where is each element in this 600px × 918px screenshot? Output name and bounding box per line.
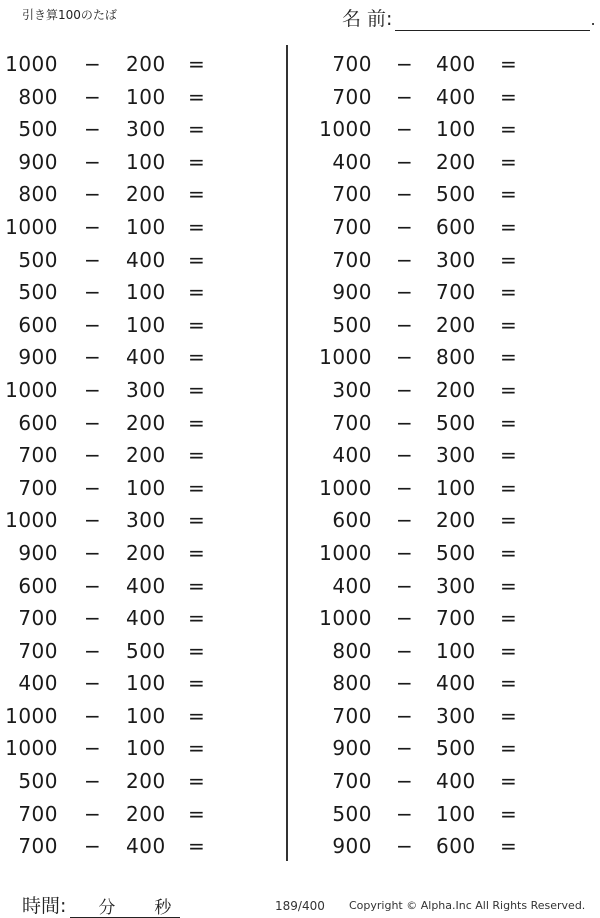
- minuend: 1000: [5, 377, 58, 402]
- subtrahend: 200: [436, 149, 476, 174]
- subtrahend: 100: [126, 703, 166, 728]
- subtrahend: 500: [436, 182, 476, 207]
- minuend: 1000: [5, 703, 58, 728]
- equals-sign: =: [188, 638, 206, 663]
- subtrahend: 400: [436, 769, 476, 794]
- minuend: 800: [18, 182, 58, 207]
- equals-sign: =: [500, 769, 518, 794]
- equals-sign: =: [188, 410, 206, 435]
- subtrahend: 100: [126, 312, 166, 337]
- minus-sign: −: [396, 214, 414, 239]
- equals-sign: =: [188, 214, 206, 239]
- minuend: 500: [18, 280, 58, 305]
- minuend: 1000: [319, 475, 372, 500]
- minuend: 800: [332, 638, 372, 663]
- minuend: 700: [18, 834, 58, 859]
- equals-sign: =: [188, 280, 206, 305]
- equals-sign: =: [188, 508, 206, 533]
- minuend: 700: [332, 703, 372, 728]
- minuend: 1000: [319, 117, 372, 142]
- subtrahend: 200: [126, 769, 166, 794]
- minus-sign: −: [396, 801, 414, 826]
- equals-sign: =: [188, 540, 206, 565]
- equals-sign: =: [500, 443, 518, 468]
- subtrahend: 500: [436, 540, 476, 565]
- equals-sign: =: [188, 182, 206, 207]
- equals-sign: =: [500, 703, 518, 728]
- subtrahend: 100: [436, 475, 476, 500]
- equals-sign: =: [188, 52, 206, 76]
- minus-sign: −: [396, 280, 414, 305]
- equals-sign: =: [500, 801, 518, 826]
- subtrahend: 500: [436, 410, 476, 435]
- equals-sign: =: [500, 736, 518, 761]
- minus-sign: −: [396, 247, 414, 272]
- minus-sign: −: [84, 443, 102, 468]
- minuend: 600: [18, 312, 58, 337]
- equals-sign: =: [500, 312, 518, 337]
- equals-sign: =: [188, 247, 206, 272]
- minus-sign: −: [84, 508, 102, 533]
- minuend: 1000: [5, 736, 58, 761]
- equals-sign: =: [188, 769, 206, 794]
- minuend: 1000: [319, 345, 372, 370]
- subtrahend: 300: [436, 703, 476, 728]
- minuend: 700: [332, 84, 372, 109]
- minuend: 800: [18, 84, 58, 109]
- copyright-notice: Copyright © Alpha.Inc All Rights Reserved.: [349, 899, 586, 912]
- minuend: 900: [332, 834, 372, 859]
- equals-sign: =: [500, 247, 518, 272]
- minuend: 500: [332, 312, 372, 337]
- page-number: 189/400: [275, 899, 325, 913]
- minus-sign: −: [84, 345, 102, 370]
- minuend: 700: [332, 214, 372, 239]
- minuend: 600: [332, 508, 372, 533]
- subtrahend: 200: [436, 377, 476, 402]
- equals-sign: =: [500, 638, 518, 663]
- equals-sign: =: [500, 149, 518, 174]
- subtrahend: 300: [126, 508, 166, 533]
- minus-sign: −: [396, 149, 414, 174]
- minus-sign: −: [84, 52, 102, 76]
- minus-sign: −: [396, 182, 414, 207]
- subtrahend: 400: [126, 834, 166, 859]
- minuend: 900: [18, 345, 58, 370]
- minuend: 700: [332, 247, 372, 272]
- minuend: 700: [18, 801, 58, 826]
- subtrahend: 400: [126, 606, 166, 631]
- minuend: 700: [332, 410, 372, 435]
- subtrahend: 200: [126, 443, 166, 468]
- minus-sign: −: [84, 312, 102, 337]
- minus-sign: −: [396, 769, 414, 794]
- subtrahend: 400: [126, 573, 166, 598]
- name-label: 名 前:: [342, 8, 393, 30]
- name-field: [342, 4, 596, 31]
- subtrahend: 400: [436, 671, 476, 696]
- minuend: 1000: [5, 52, 58, 76]
- minus-sign: −: [84, 638, 102, 663]
- equals-sign: =: [500, 475, 518, 500]
- equals-sign: =: [500, 280, 518, 305]
- seconds-label: 秒: [154, 898, 172, 918]
- subtrahend: 600: [436, 834, 476, 859]
- subtrahend: 400: [126, 345, 166, 370]
- equals-sign: =: [500, 573, 518, 598]
- subtrahend: 100: [126, 736, 166, 761]
- equals-sign: =: [188, 345, 206, 370]
- minutes-label: 分: [98, 898, 116, 918]
- minuend: 700: [18, 443, 58, 468]
- subtrahend: 500: [436, 736, 476, 761]
- minuend: 400: [18, 671, 58, 696]
- minus-sign: −: [396, 606, 414, 631]
- minus-sign: −: [84, 410, 102, 435]
- subtrahend: 200: [126, 540, 166, 565]
- equals-sign: =: [500, 182, 518, 207]
- minus-sign: −: [84, 84, 102, 109]
- minus-sign: −: [84, 703, 102, 728]
- equals-sign: =: [500, 606, 518, 631]
- minus-sign: −: [84, 801, 102, 826]
- minus-sign: −: [396, 508, 414, 533]
- equals-sign: =: [500, 540, 518, 565]
- subtrahend: 400: [436, 84, 476, 109]
- minuend: 400: [332, 443, 372, 468]
- minuend: 700: [332, 182, 372, 207]
- minuend: 400: [332, 573, 372, 598]
- minuend: 700: [332, 52, 372, 76]
- equals-sign: =: [500, 52, 518, 76]
- equals-sign: =: [188, 149, 206, 174]
- minus-sign: −: [84, 377, 102, 402]
- minuend: 1000: [5, 214, 58, 239]
- minus-sign: −: [84, 671, 102, 696]
- subtrahend: 200: [436, 312, 476, 337]
- minus-sign: −: [396, 377, 414, 402]
- minus-sign: −: [84, 769, 102, 794]
- minus-sign: −: [84, 573, 102, 598]
- minus-sign: −: [84, 182, 102, 207]
- equals-sign: =: [188, 312, 206, 337]
- minus-sign: −: [84, 475, 102, 500]
- minus-sign: −: [396, 834, 414, 859]
- minuend: 500: [332, 801, 372, 826]
- subtrahend: 200: [436, 508, 476, 533]
- subtrahend: 300: [126, 377, 166, 402]
- subtrahend: 100: [126, 280, 166, 305]
- subtrahend: 600: [436, 214, 476, 239]
- subtrahend: 300: [436, 573, 476, 598]
- minus-sign: −: [396, 84, 414, 109]
- minuend: 900: [18, 540, 58, 565]
- subtrahend: 200: [126, 801, 166, 826]
- minus-sign: −: [84, 606, 102, 631]
- subtrahend: 100: [126, 214, 166, 239]
- minus-sign: −: [396, 117, 414, 142]
- equals-sign: =: [500, 84, 518, 109]
- equals-sign: =: [500, 671, 518, 696]
- subtrahend: 100: [126, 475, 166, 500]
- minuend: 500: [18, 117, 58, 142]
- worksheet-title: 引き算100のたば: [22, 8, 117, 22]
- minus-sign: −: [84, 214, 102, 239]
- minus-sign: −: [396, 410, 414, 435]
- minuend: 900: [332, 736, 372, 761]
- subtrahend: 300: [126, 117, 166, 142]
- minus-sign: −: [396, 312, 414, 337]
- equals-sign: =: [188, 671, 206, 696]
- minuend: 1000: [5, 508, 58, 533]
- minus-sign: −: [396, 703, 414, 728]
- subtrahend: 200: [126, 182, 166, 207]
- minus-sign: −: [84, 736, 102, 761]
- minuend: 300: [332, 377, 372, 402]
- minuend: 1000: [319, 540, 372, 565]
- equals-sign: =: [500, 377, 518, 402]
- equals-sign: =: [500, 214, 518, 239]
- minuend: 700: [18, 606, 58, 631]
- column-divider: [286, 45, 288, 861]
- minuend: 500: [18, 247, 58, 272]
- equals-sign: =: [500, 410, 518, 435]
- subtrahend: 100: [436, 638, 476, 663]
- subtrahend: 300: [436, 443, 476, 468]
- equals-sign: =: [188, 834, 206, 859]
- minus-sign: −: [396, 443, 414, 468]
- minus-sign: −: [396, 671, 414, 696]
- name-dot: .: [590, 10, 596, 29]
- equals-sign: =: [188, 84, 206, 109]
- subtrahend: 100: [436, 801, 476, 826]
- equals-sign: =: [188, 573, 206, 598]
- minus-sign: −: [396, 345, 414, 370]
- time-label: 時間:: [22, 895, 67, 917]
- subtrahend: 100: [436, 117, 476, 142]
- subtrahend: 400: [436, 52, 476, 76]
- equals-sign: =: [188, 117, 206, 142]
- subtrahend: 200: [126, 410, 166, 435]
- minus-sign: −: [84, 280, 102, 305]
- subtrahend: 700: [436, 280, 476, 305]
- subtrahend: 100: [126, 671, 166, 696]
- minus-sign: −: [396, 573, 414, 598]
- minuend: 500: [18, 769, 58, 794]
- minuend: 900: [332, 280, 372, 305]
- equals-sign: =: [500, 117, 518, 142]
- time-blank-line[interactable]: [70, 899, 180, 918]
- minuend: 800: [332, 671, 372, 696]
- minus-sign: −: [396, 475, 414, 500]
- minuend: 1000: [319, 606, 372, 631]
- equals-sign: =: [500, 508, 518, 533]
- minus-sign: −: [396, 540, 414, 565]
- subtrahend: 100: [126, 149, 166, 174]
- minuend: 700: [18, 475, 58, 500]
- subtrahend: 300: [436, 247, 476, 272]
- subtrahend: 700: [436, 606, 476, 631]
- equals-sign: =: [500, 834, 518, 859]
- minus-sign: −: [84, 247, 102, 272]
- minuend: 700: [18, 638, 58, 663]
- minus-sign: −: [84, 540, 102, 565]
- minuend: 900: [18, 149, 58, 174]
- equals-sign: =: [500, 345, 518, 370]
- minus-sign: −: [396, 52, 414, 76]
- minus-sign: −: [84, 834, 102, 859]
- subtrahend: 400: [126, 247, 166, 272]
- minus-sign: −: [84, 149, 102, 174]
- subtrahend: 800: [436, 345, 476, 370]
- subtrahend: 100: [126, 84, 166, 109]
- name-blank-line[interactable]: [395, 12, 590, 31]
- equals-sign: =: [188, 377, 206, 402]
- minuend: 600: [18, 573, 58, 598]
- time-field: [22, 891, 180, 918]
- equals-sign: =: [188, 736, 206, 761]
- equals-sign: =: [188, 801, 206, 826]
- equals-sign: =: [188, 475, 206, 500]
- minuend: 700: [332, 769, 372, 794]
- minuend: 400: [332, 149, 372, 174]
- minus-sign: −: [84, 117, 102, 142]
- equals-sign: =: [188, 443, 206, 468]
- subtrahend: 200: [126, 52, 166, 76]
- subtrahend: 500: [126, 638, 166, 663]
- minus-sign: −: [396, 736, 414, 761]
- equals-sign: =: [188, 606, 206, 631]
- minus-sign: −: [396, 638, 414, 663]
- equals-sign: =: [188, 703, 206, 728]
- minuend: 600: [18, 410, 58, 435]
